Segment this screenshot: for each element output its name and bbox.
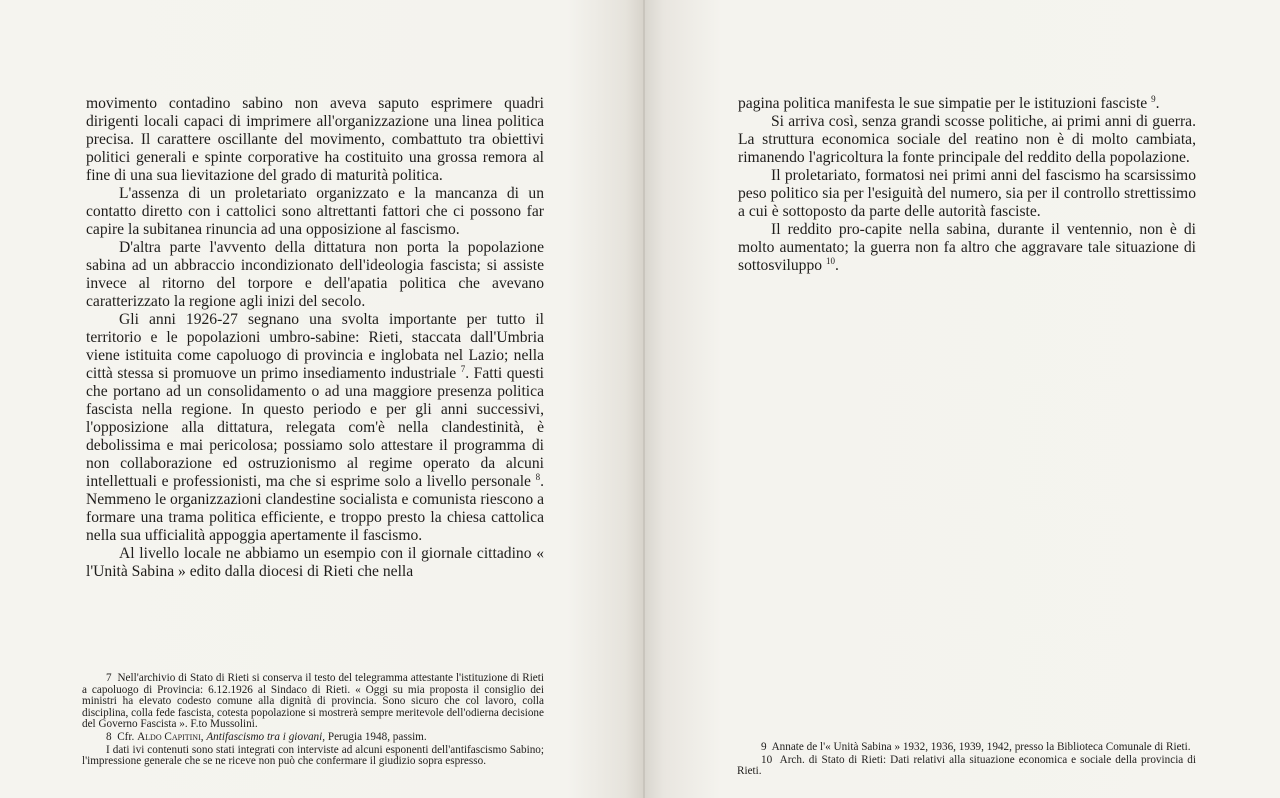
footnote-8: 8 Cfr. Aldo Capitini, Antifascismo tra i giovani, Perugia 1948, passim. [106, 730, 427, 743]
left-footnotes [82, 673, 544, 769]
right-footnotes [737, 742, 1196, 779]
paragraph: movimento contadino sabino non aveva saputo esprimere quadri dirigenti locali capaci di imprimere all'organizzazione una linea politica precisa. Il carattere oscillante del movimento, combattuto tra obiettivi politici generali e spinte corporative ha costituito una grossa remora al fine di una sua lievitazione del grado di maturità politica. [86, 95, 544, 184]
paragraph: Si arriva così, senza grandi scosse politiche, ai primi anni di guerra. La struttura economica sociale del reatino non è di molto cambiata, rimanendo l'agricoltura la fonte principale del reddito della popolazione. [738, 113, 1196, 166]
paragraph: pagina politica manifesta le sue simpatie per le istituzioni fasciste $^9$. [738, 93, 1160, 112]
paragraph: L'assenza di un proletariato organizzato e la mancanza di un contatto diretto con i cattolici sono altrettanti fattori che ci possono far capire la subitanea rinuncia ad una opposizione al fascismo. [86, 185, 544, 238]
footnote-10: 10 Arch. di Stato di Rieti: Dati relativi alla situazione economica e sociale della provincia di Rieti. [737, 753, 1196, 778]
footnote-ref: 8 [535, 471, 541, 482]
footnote-ref: 7 [460, 363, 466, 374]
right-page [645, 0, 1280, 798]
footnote-ref: 10 [825, 255, 835, 266]
right-body-text [738, 95, 1196, 275]
footnote-8-continued: I dati ivi contenuti sono stati integrati con interviste ad alcuni esponenti dell'antifascismo Sabino; l'impressione generale che se ne riceve non può che confermare il giudizio sopra espresso. [82, 743, 544, 768]
paragraph: Al livello locale ne abbiamo un esempio con il giornale cittadino « l'Unità Sabina » edito dalla diocesi di Rieti che nella [86, 545, 544, 580]
paragraph: Il reddito pro-capite nella sabina, durante il ventennio, non è di molto aumentato; la guerra non fa altro che aggravare tale situazione di sottosviluppo $^{10}$. [738, 221, 1196, 274]
left-body-text [86, 95, 544, 581]
footnote-ref: 9 [1151, 93, 1156, 104]
paragraph: D'altra parte l'avvento della dittatura non porta la popolazione sabina ad un abbraccio incondizionato dell'ideologia fascista; si assiste invece al ritorno del torpore e dell'apatia politica che avevano caratterizzato la regione agli inizi del secolo. [86, 239, 544, 310]
footnote-7: 7 Nell'archivio di Stato di Rieti si conserva il testo del telegramma attestante l'istituzione di Rieti a capoluogo di Provincia: 6.12.1926 al Sindaco di Rieti. « Oggi su mia proposta il consiglio dei ministri ha elevato codesto comune alla dignità di provincia. Sono sicuro che col lavoro, colla disciplina, colla fede fascista, cotesta popolazione si mostrerà sempre meritevole dell'odierna decisione del Governo Fascista ». F.to Mussolini. [82, 672, 544, 731]
paragraph: Il proletariato, formatosi nei primi anni del fascismo ha scarsissimo peso politico sia per l'esiguità del numero, sia per il controllo strettissimo a cui è sottoposto da parte delle autorità fasciste. [738, 167, 1196, 220]
paragraph: Gli anni 1926-27 segnano una svolta importante per tutto il territorio e le popolazioni umbro-sabine: Rieti, staccata dall'Umbria viene istituita come capoluogo di provincia e inglobata nel Lazio; nella città stessa si promuove un primo insediamento industriale $^7$. Fatti questi che portano ad un consolidamento o ad una maggiore presenza politica fascista nella regione. In questo periodo e per gli anni successivi, l'opposizione alla dittatura, relegata com'è nella clandestinità, è debolissima e mai pericolosa; possiamo solo attestare il programma di non collaborazione ed ostruzionismo al regime operato da alcuni intellettuali e professionisti, ma che si esprime solo a livello personale $^8$. Nemmeno le organizzazioni clandestine socialista e comunista riescono a formare una trama politica efficiente, e troppo presto la chiesa cattolica nella sua ufficialità appoggia apertamente il fascismo. [86, 311, 544, 544]
footnote-9: 9 Annate de l'« Unità Sabina » 1932, 1936, 1939, 1942, presso la Biblioteca Comunale di Rieti. [761, 741, 1191, 753]
